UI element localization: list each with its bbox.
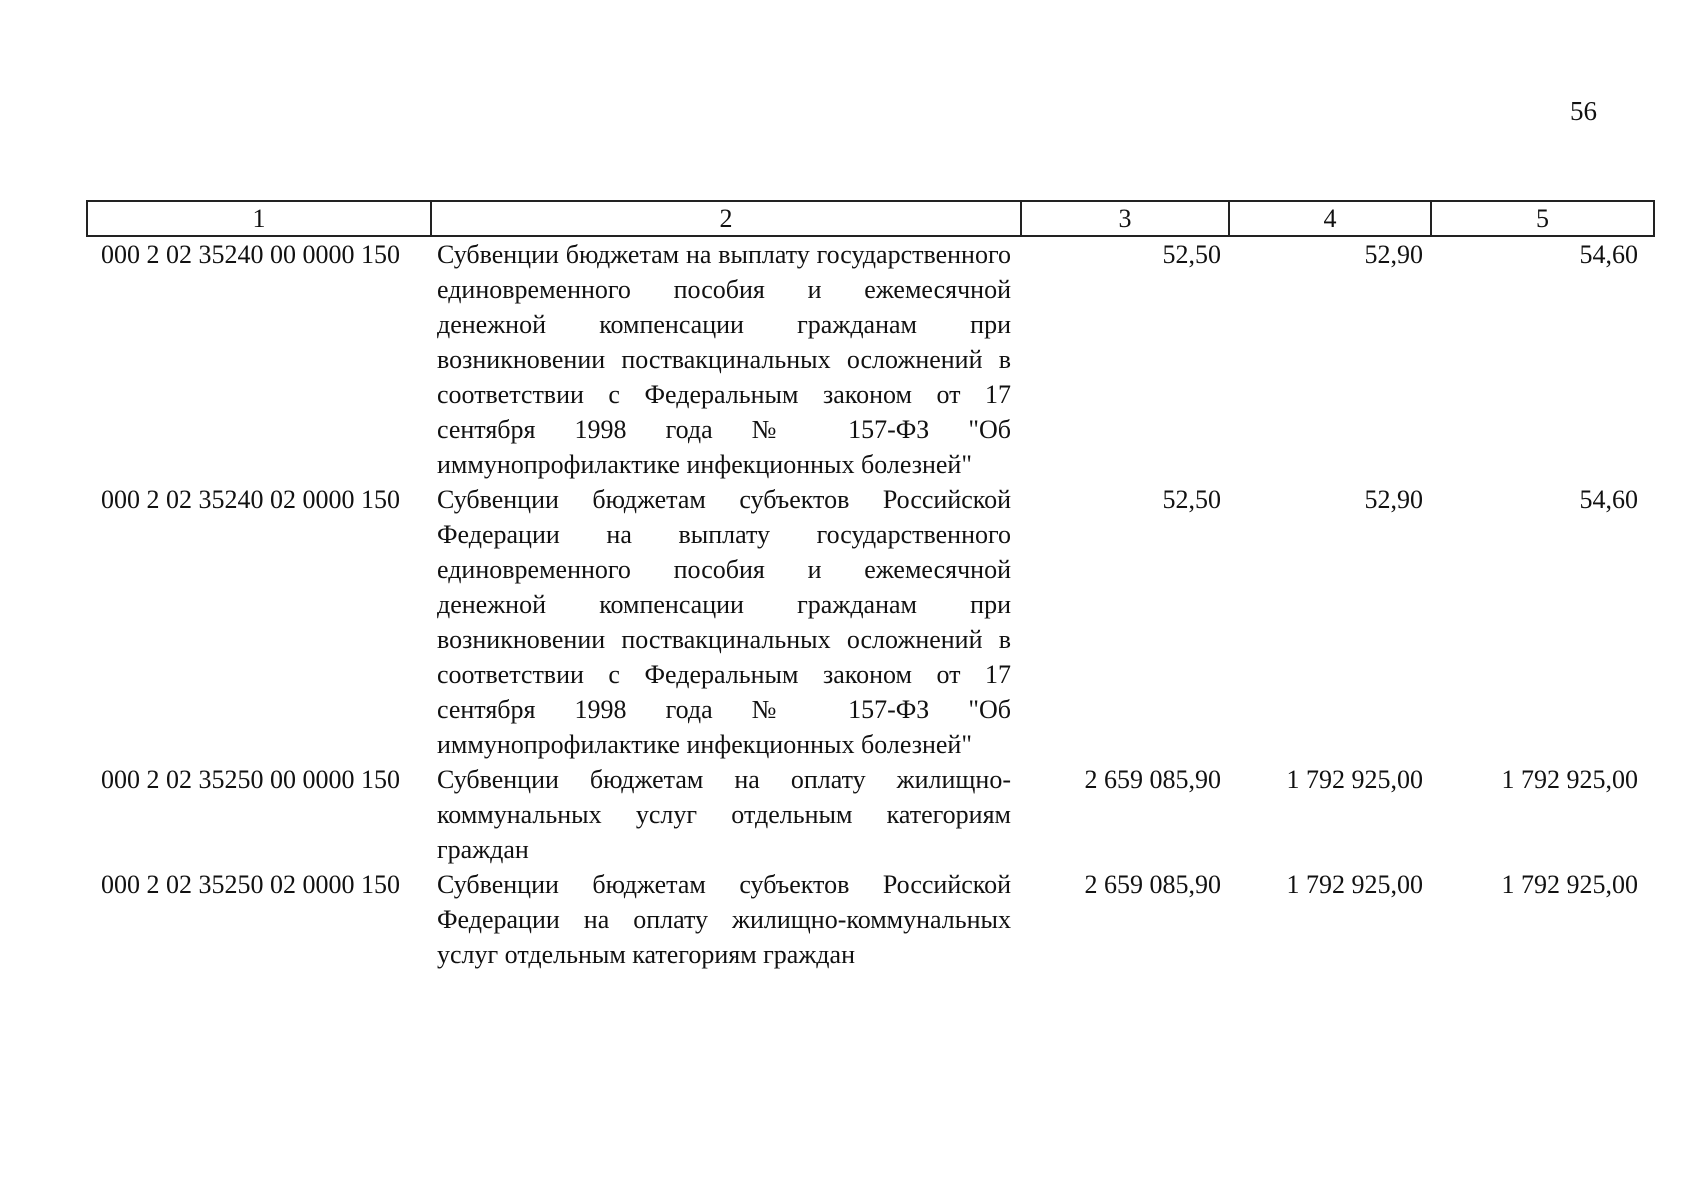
table-row [87, 236, 1654, 482]
column-header-2: 2 [431, 201, 1021, 236]
income-name: Субвенции бюджетам на выплату государственного единовременного пособия и ежемесячной денежной компенсации гражданам при возникновении поствакцинальных осложнений в соответствии с Федеральным законом от 17 сентября 1998 года № 157-ФЗ "Об иммунопрофилактике инфекционных болезней" [437, 240, 1011, 479]
page-number: 56 [1570, 96, 1597, 126]
amount-col4: 52,90 [1364, 240, 1423, 269]
table-row [87, 762, 1654, 867]
income-name: Субвенции бюджетам субъектов Российской Федерации на оплату жилищно-коммунальных услуг отдельным категориям граждан [437, 870, 1011, 969]
budget-code: 000 2 02 35240 02 0000 150 [101, 485, 400, 514]
column-header-3: 3 [1021, 201, 1229, 236]
income-name: Субвенции бюджетам на оплату жилищно-коммунальных услуг отдельным категориям граждан [437, 765, 1011, 864]
income-name: Субвенции бюджетам субъектов Российской Федерации на выплату государственного единовременного пособия и ежемесячной денежной компенсации гражданам при возникновении поствакцинальных осложнений в соответствии с Федеральным законом от 17 сентября 1998 года № 157-ФЗ "Об иммунопрофилактике инфекционных болезней" [437, 485, 1011, 759]
amount-col4: 1 792 925,00 [1286, 765, 1423, 794]
column-header-1: 1 [87, 201, 431, 236]
budget-table [86, 200, 1655, 972]
budget-code: 000 2 02 35250 00 0000 150 [101, 765, 400, 794]
amount-col3: 2 659 085,90 [1084, 870, 1221, 899]
amount-col4: 52,90 [1364, 485, 1423, 514]
amount-col5: 1 792 925,00 [1501, 765, 1638, 794]
budget-code: 000 2 02 35240 00 0000 150 [101, 240, 400, 269]
amount-col3: 2 659 085,90 [1084, 765, 1221, 794]
amount-col5: 1 792 925,00 [1501, 870, 1638, 899]
column-header-4: 4 [1229, 201, 1431, 236]
table-row [87, 482, 1654, 762]
amount-col5: 54,60 [1579, 485, 1638, 514]
column-number-header-row [87, 201, 1654, 236]
amount-col3: 52,50 [1162, 240, 1221, 269]
table-row [87, 867, 1654, 972]
amount-col3: 52,50 [1162, 485, 1221, 514]
column-header-5: 5 [1431, 201, 1654, 236]
amount-col4: 1 792 925,00 [1286, 870, 1423, 899]
budget-code: 000 2 02 35250 02 0000 150 [101, 870, 400, 899]
amount-col5: 54,60 [1579, 240, 1638, 269]
